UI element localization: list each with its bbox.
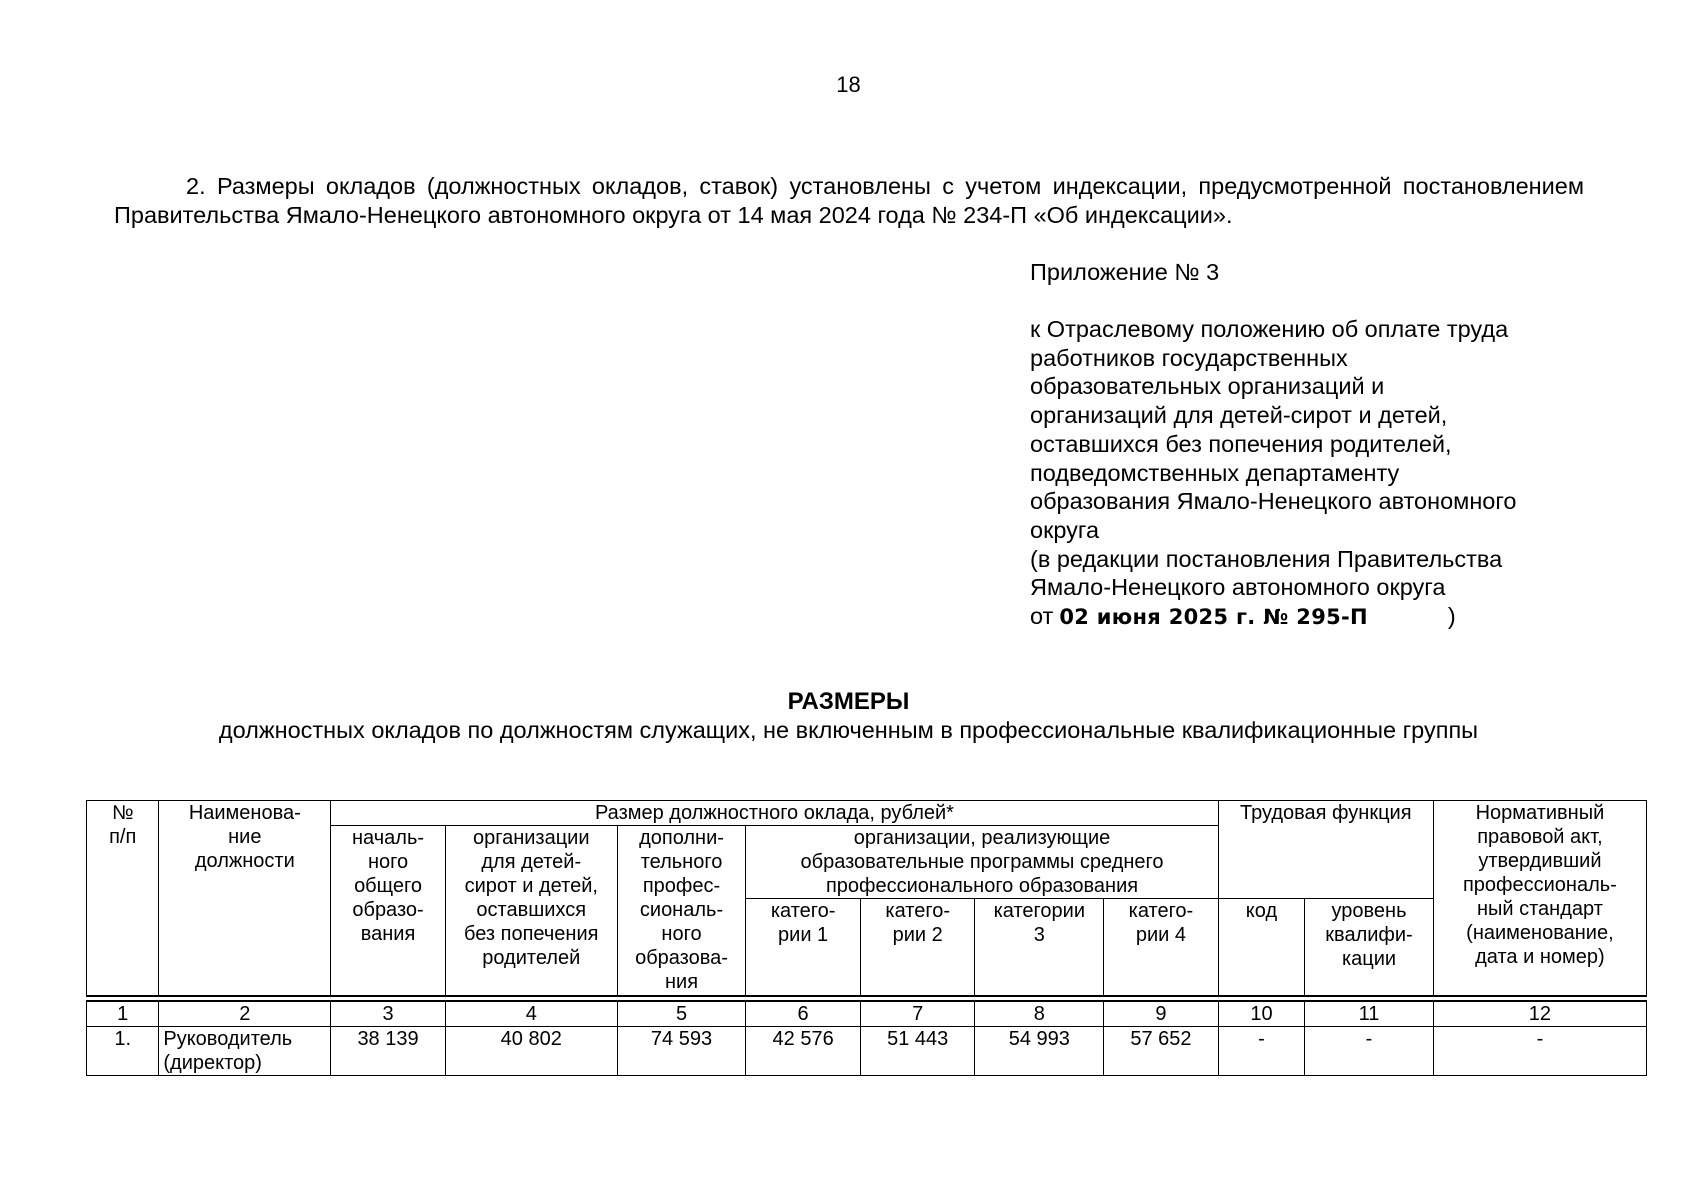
header-category-1: катего- рии 1 (746, 899, 861, 997)
header-salary-group: Размер должностного оклада, рублей* (331, 801, 1219, 826)
column-number: 11 (1305, 1001, 1434, 1027)
appendix-line: подведомственных департаменту (1030, 459, 1400, 486)
header-qualification-level: уровень квалифи- кации (1305, 899, 1434, 997)
appendix-line: оставшихся без попечения родителей, (1030, 430, 1452, 457)
column-number: 9 (1104, 1001, 1219, 1027)
appendix-line: работников государственных (1030, 344, 1348, 371)
labor-function-code: - (1218, 1027, 1304, 1076)
appendix-block (1030, 315, 1590, 632)
normative-act: - (1433, 1027, 1646, 1076)
salary-additional-education: 74 593 (617, 1027, 746, 1076)
column-number: 3 (331, 1001, 446, 1027)
header-additional-education: дополни- тельного профес- сиональ- ного образова- ния (617, 826, 746, 997)
indexation-paragraph (114, 172, 1584, 230)
salary-category-4: 57 652 (1104, 1027, 1219, 1076)
salary-orphan-organizations: 40 802 (445, 1027, 617, 1076)
date-prefix: от (1030, 603, 1054, 630)
document-subheading: должностных окладов по должностям служащих, не включенным в профессиональные квалификационные группы (218, 717, 1479, 743)
column-number: 8 (975, 1001, 1104, 1027)
header-normative-act: Нормативный правовой акт, утвердивший профессиональ- ный стандарт (наименование, дата и номер) (1433, 801, 1646, 997)
table-row (87, 1027, 1647, 1076)
column-number: 4 (445, 1001, 617, 1027)
appendix-line: округа (1030, 516, 1100, 543)
appendix-line: к Отраслевому положению об оплате труда (1030, 316, 1509, 342)
row-number: 1. (87, 1027, 159, 1076)
appendix-title: Приложение № 3 (1030, 259, 1220, 285)
paragraph-text: Размеры окладов (должностных окладов, ставок) установлены с учетом индексации, предусмотренной постановлением Правительства Ямало-Ненецкого автономного округа от 14 мая 2024 года № 234-П «Об индексации». (114, 173, 1585, 228)
header-position-name: Наименова- ние должности (159, 801, 331, 997)
column-number: 7 (860, 1001, 975, 1027)
header-category-2: катего- рии 2 (860, 899, 975, 997)
salary-table (86, 800, 1647, 1076)
column-number: 1 (87, 1001, 159, 1027)
appendix-line: Ямало-Ненецкого автономного округа (1030, 574, 1446, 601)
appendix-line: (в редакции постановления Правительства (1030, 545, 1503, 572)
date-stamp: 02 июня 2025 г. № 295-П (1059, 605, 1368, 630)
position-name: Руководитель (директор) (159, 1027, 331, 1076)
header-general-education: началь- ного общего образо- вания (331, 826, 446, 997)
column-number: 5 (617, 1001, 746, 1027)
column-numbers-row (87, 1001, 1647, 1027)
salary-category-2: 51 443 (860, 1027, 975, 1076)
header-secondary-education-group: организации, реализующие образовательные программы среднего профессионального образования (746, 826, 1218, 899)
paragraph-number: 2. (186, 173, 206, 199)
qualification-level: - (1305, 1027, 1434, 1076)
header-code: код (1218, 899, 1304, 997)
appendix-line: образовательных организаций и (1030, 373, 1385, 400)
appendix-date-line (1030, 602, 1590, 632)
header-num: № п/п (87, 801, 159, 997)
header-labor-function: Трудовая функция (1218, 801, 1433, 899)
column-number: 12 (1433, 1001, 1646, 1027)
column-number: 2 (159, 1001, 331, 1027)
header-category-4: катего- рии 4 (1104, 899, 1219, 997)
header-orphan-organizations: организации для детей- сирот и детей, оставшихся без попечения родителей (445, 826, 617, 997)
column-number: 10 (1218, 1001, 1304, 1027)
appendix-line: организаций для детей-сирот и детей, (1030, 402, 1448, 429)
appendix-line: образования Ямало-Ненецкого автономного (1030, 488, 1517, 515)
document-heading: РАЗМЕРЫ (787, 688, 910, 715)
salary-category-1: 42 576 (746, 1027, 861, 1076)
salary-category-3: 54 993 (975, 1027, 1104, 1076)
header-category-3: категории 3 (975, 899, 1104, 997)
salary-general-education: 38 139 (331, 1027, 446, 1076)
date-suffix: ) (1447, 603, 1456, 630)
page-number: 18 (836, 72, 861, 97)
column-number: 6 (746, 1001, 861, 1027)
